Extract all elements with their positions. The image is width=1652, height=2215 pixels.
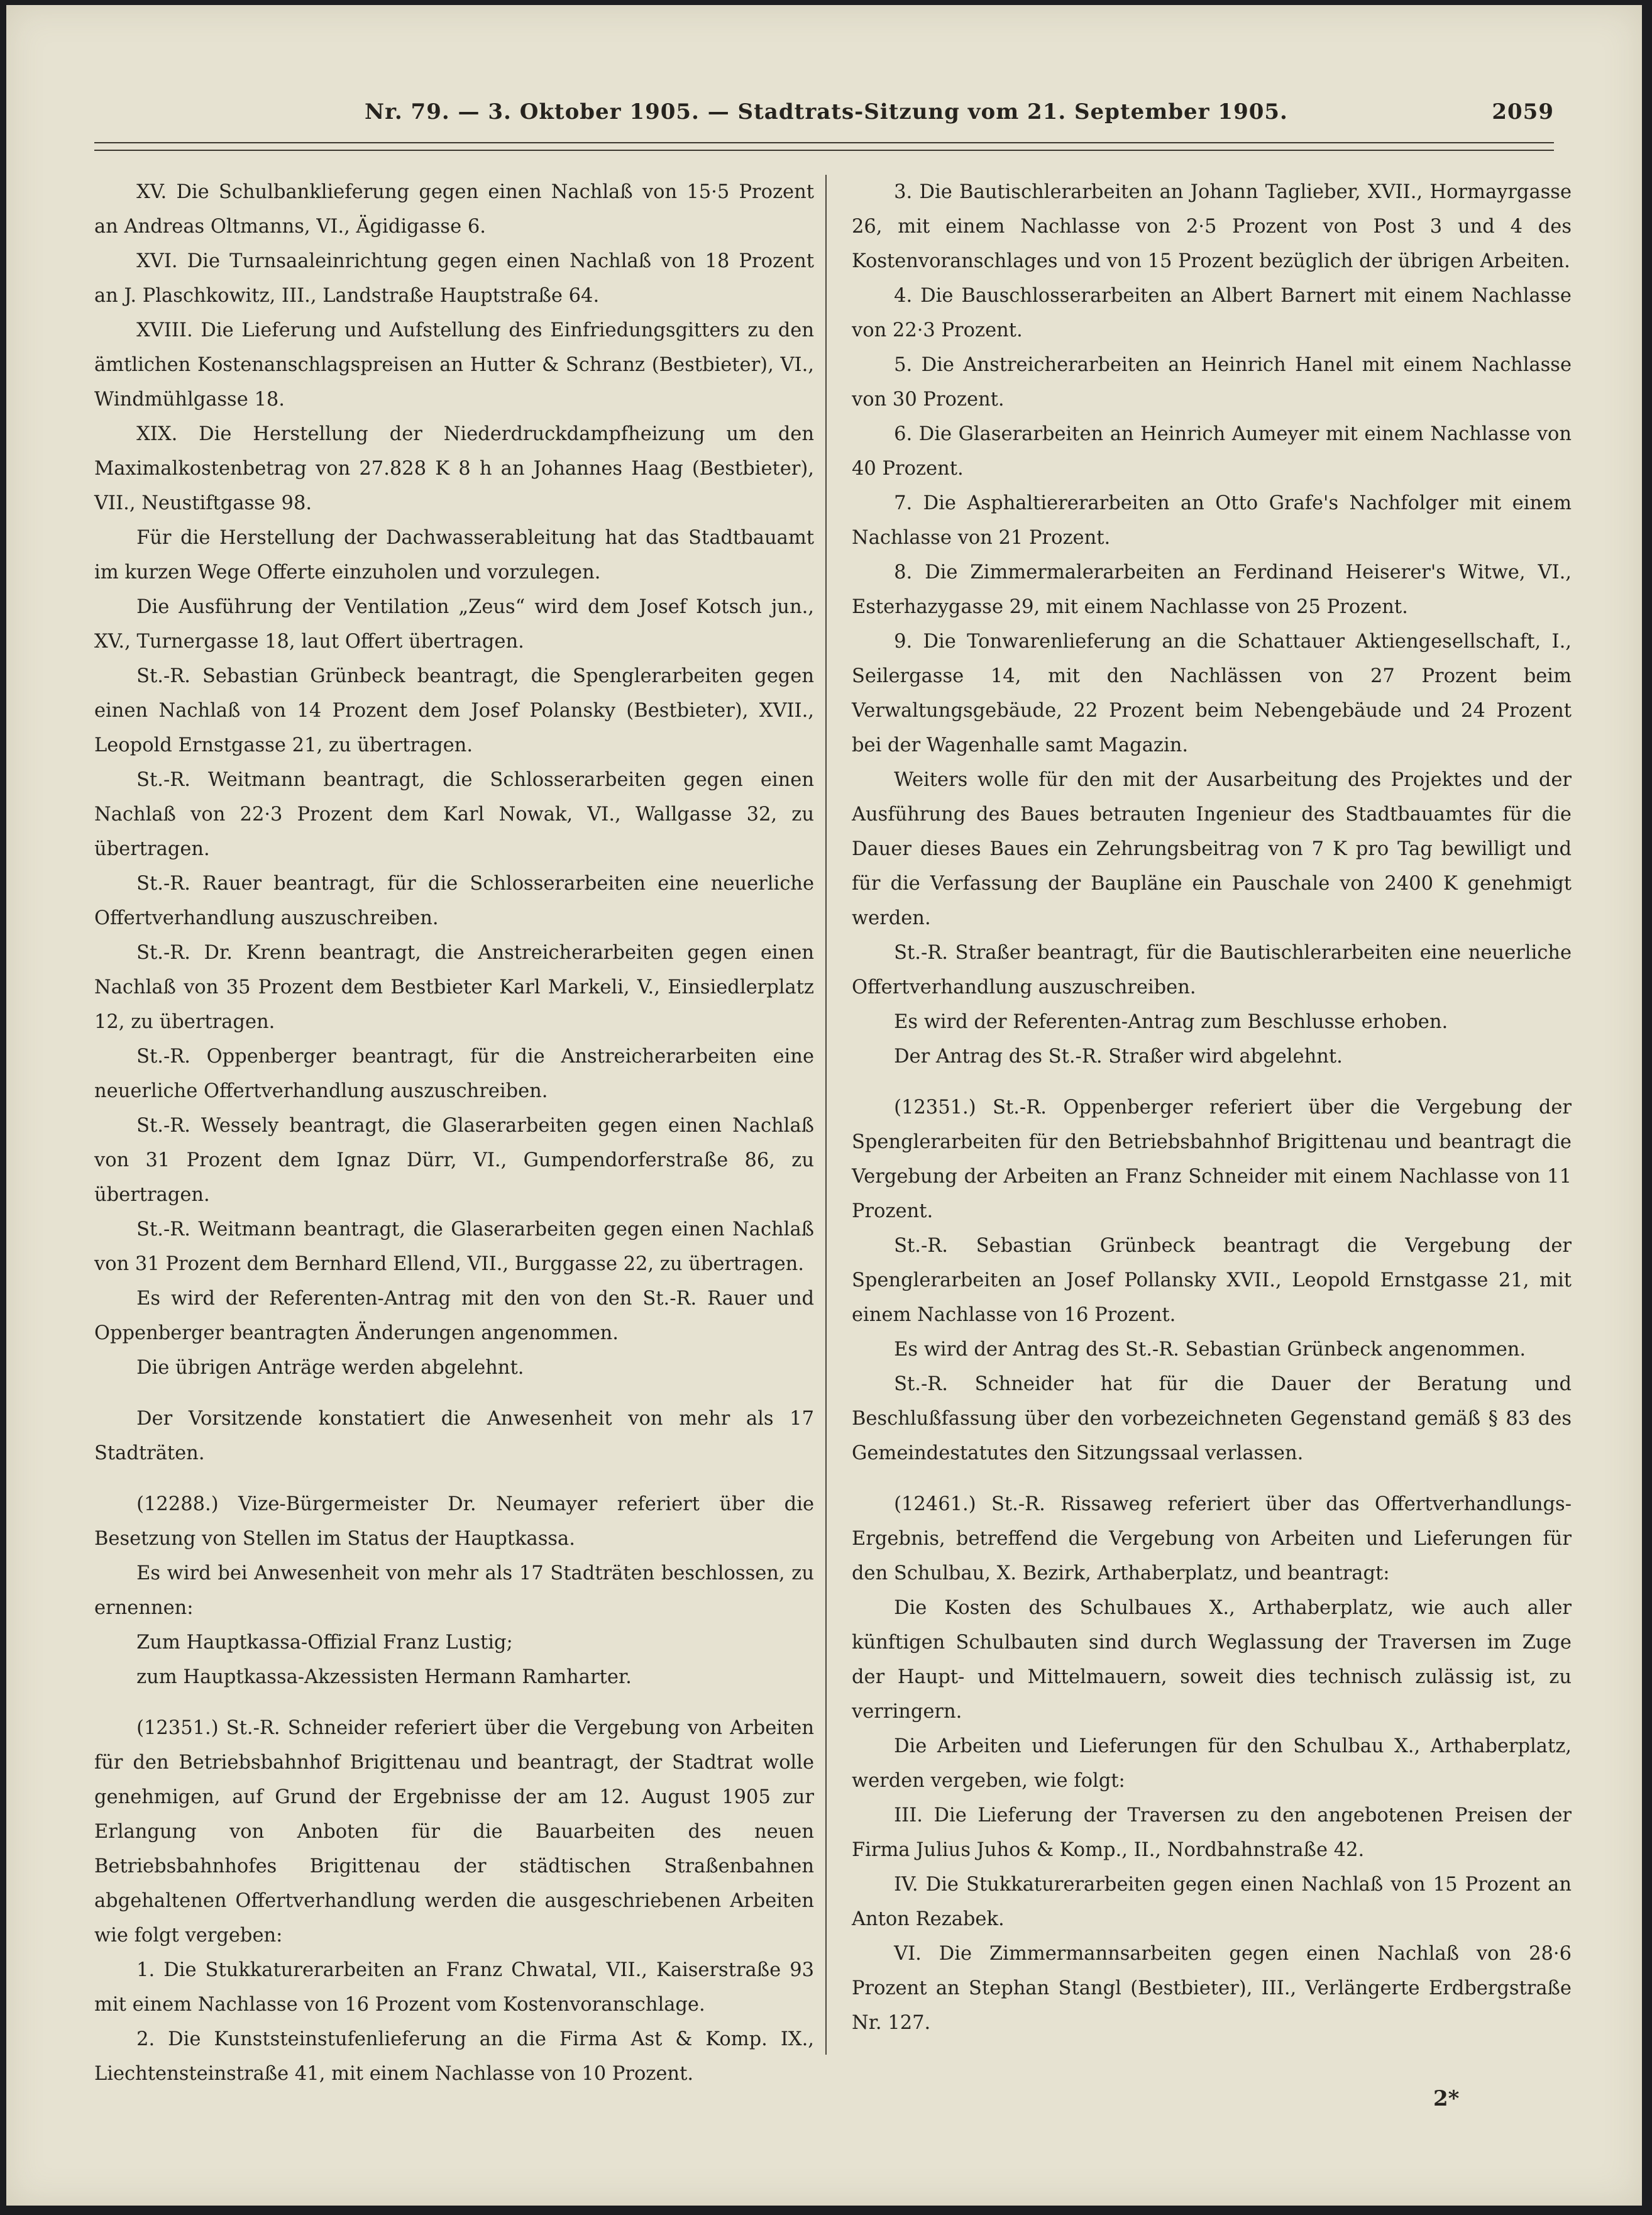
paragraph: Es wird der Antrag des St.-R. Sebastian Grünbeck angenommen. [894, 1339, 1526, 1361]
paragraph: St.-R. Oppenberger beantragt, für die Anstreicherarbeiten eine neuerliche Offertverhandlung auszuschreiben. [94, 1046, 814, 1102]
paragraph: 6. Die Glaserarbeiten an Heinrich Aumeyer mit einem Nachlasse von 40 Prozent. [852, 423, 1572, 480]
paragraph: St.-R. Straßer beantragt, für die Bautischlerarbeiten eine neuerliche Offertverhandlung auszuschreiben. [852, 942, 1572, 998]
header-rule [94, 142, 1554, 151]
paragraph: Es wird der Referenten-Antrag mit den von den St.-R. Rauer und Oppenberger beantragten Änderungen angenommen. [94, 1288, 814, 1344]
paragraph: VI. Die Zimmermannsarbeiten gegen einen Nachlaß von 28·6 Prozent an Stephan Stangl (Bestbieter), III., Verlängerte Erdbergstraße Nr. 127. [852, 1943, 1572, 2034]
paragraph: XVIII. Die Lieferung und Aufstellung des Einfriedungsgitters zu den ämtlichen Kostenanschlagspreisen an Hutter & Schranz (Bestbieter), VI., Windmühlgasse 18. [94, 319, 814, 411]
paragraph: XV. Die Schulbanklieferung gegen einen Nachlaß von 15·5 Prozent an Andreas Oltmanns, VI., Ägidigasse 6. [94, 181, 814, 238]
paragraph: St.-R. Sebastian Grünbeck beantragt die Vergebung der Spenglerarbeiten an Josef Pollansky XVII., Leopold Ernstgasse 21, mit einem Nachlasse von 16 Prozent. [852, 1235, 1572, 1326]
paragraph: 2. Die Kunststeinstufenlieferung an die Firma Ast & Komp. IX., Liechtensteinstraße 41, mit einem Nachlasse von 10 Prozent. [94, 2028, 814, 2085]
paragraph: St.-R. Wessely beantragt, die Glaserarbeiten gegen einen Nachlaß von 31 Prozent dem Ignaz Dürr, VI., Gumpendorferstraße 86, zu übertragen. [94, 1115, 814, 1206]
paragraph: Die Kosten des Schulbaues X., Arthaberplatz, wie auch aller künftigen Schulbauten sind durch Weglassung der Traversen im Zuge der Haupt- und Mittelmauern, soweit dies technisch zulässig ist, zu verringern. [852, 1597, 1572, 1723]
paragraph: St.-R. Rauer beantragt, für die Schlosserarbeiten eine neuerliche Offertverhandlung auszuschreiben. [94, 873, 814, 929]
paragraph: Weiters wolle für den mit der Ausarbeitung des Projektes und der Ausführung des Baues betrauten Ingenieur des Stadtbauamtes für die Dauer dieses Baues ein Zehrungsbeitrag von 7 K pro Tag bewilligt und für die Verfassung der Baupläne ein Pauschale von 2400 K genehmigt werden. [852, 769, 1572, 929]
paragraph: (12288.) Vize-Bürgermeister Dr. Neumayer referiert über die Besetzung von Stellen im Status der Hauptkassa. [94, 1493, 814, 1550]
paragraph: (12351.) St.-R. Oppenberger referiert über die Vergebung der Spenglerarbeiten für den Betriebsbahnhof Brigittenau und beantragt die Vergebung der Arbeiten an Franz Schneider mit einem Nachlasse von 11 Prozent. [852, 1096, 1572, 1222]
paragraph: III. Die Lieferung der Traversen zu den angebotenen Preisen der Firma Julius Juhos & Komp., II., Nordbahnstraße 42. [852, 1804, 1572, 1861]
paragraph: Der Antrag des St.-R. Straßer wird abgelehnt. [894, 1046, 1343, 1068]
paragraph: Es wird bei Anwesenheit von mehr als 17 Stadträten beschlossen, zu ernennen: [94, 1562, 814, 1619]
paragraph: 9. Die Tonwarenlieferung an die Schattauer Aktiengesellschaft, I., Seilergasse 14, mit den Nachlässen von 27 Prozent beim Verwaltungsgebäude, 22 Prozent beim Nebengebäude und 24 Prozent bei der Wagenhalle samt Magazin. [852, 631, 1572, 756]
paragraph: 7. Die Asphaltiererarbeiten an Otto Grafe's Nachfolger mit einem Nachlasse von 21 Prozent. [852, 492, 1572, 549]
paragraph: St.-R. Dr. Krenn beantragt, die Anstreicherarbeiten gegen einen Nachlaß von 35 Prozent dem Bestbieter Karl Markeli, V., Einsiedlerplatz 12, zu übertragen. [94, 942, 814, 1033]
paragraph: St.-R. Schneider hat für die Dauer der Beratung und Beschlußfassung über den vorbezeichneten Gegenstand gemäß § 83 des Gemeindestatutes den Sitzungssaal verlassen. [852, 1373, 1572, 1464]
newspaper-page [6, 5, 1642, 2206]
paragraph: Die Arbeiten und Lieferungen für den Schulbau X., Arthaberplatz, werden vergeben, wie folgt: [852, 1735, 1572, 1792]
paragraph: 3. Die Bautischlerarbeiten an Johann Taglieber, XVII., Hormayrgasse 26, mit einem Nachlasse von 2·5 Prozent von Post 3 und 4 des Kostenvoranschlages und von 15 Prozent bezüglich der übrigen Arbeiten. [852, 181, 1572, 272]
paragraph: Der Vorsitzende konstatiert die Anwesenheit von mehr als 17 Stadträten. [94, 1408, 814, 1464]
paragraph: (12351.) St.-R. Schneider referiert über die Vergebung von Arbeiten für den Betriebsbahnhof Brigittenau und beantragt, der Stadtrat wolle genehmigen, auf Grund der Ergebnisse der am 12. August 1905 zur Erlangung von Anboten für die Bauarbeiten des neuen Betriebsbahnhofes Brigittenau der städtischen Straßenbahnen abgehaltenen Offertverhandlung werden die ausgeschriebenen Arbeiten wie folgt vergeben: [94, 1717, 814, 1947]
paragraph: St.-R. Weitmann beantragt, die Schlosserarbeiten gegen einen Nachlaß von 22·3 Prozent dem Karl Nowak, VI., Wallgasse 32, zu übertragen. [94, 769, 814, 860]
paragraph: 8. Die Zimmermalerarbeiten an Ferdinand Heiserer's Witwe, VI., Esterhazygasse 29, mit einem Nachlasse von 25 Prozent. [852, 561, 1572, 618]
column-divider [825, 175, 827, 2055]
signature-mark: 2* [1433, 2086, 1460, 2111]
paragraph: St.-R. Weitmann beantragt, die Glaserarbeiten gegen einen Nachlaß von 31 Prozent dem Bernhard Ellend, VII., Burggasse 22, zu übertragen. [94, 1218, 814, 1275]
right-column [852, 175, 1572, 2040]
left-column [94, 175, 814, 2091]
paragraph: St.-R. Sebastian Grünbeck beantragt, die Spenglerarbeiten gegen einen Nachlaß von 14 Prozent dem Josef Polansky (Bestbieter), XVII., Leopold Ernstgasse 21, zu übertragen. [94, 665, 814, 756]
paragraph: XVI. Die Turnsaaleinrichtung gegen einen Nachlaß von 18 Prozent an J. Plaschkowitz, III., Landstraße Hauptstraße 64. [94, 250, 814, 307]
paragraph: 1. Die Stukkaturerarbeiten an Franz Chwatal, VII., Kaiserstraße 93 mit einem Nachlasse von 16 Prozent vom Kostenvoranschlage. [94, 1959, 814, 2016]
paragraph: Zum Hauptkassa-Offizial Franz Lustig; [136, 1632, 513, 1654]
paragraph: 4. Die Bauschlosserarbeiten an Albert Barnert mit einem Nachlasse von 22·3 Prozent. [852, 285, 1572, 341]
paragraph: Die übrigen Anträge werden abgelehnt. [136, 1357, 524, 1379]
paragraph: (12461.) St.-R. Rissaweg referiert über das Offertverhandlungs-Ergebnis, betreffend die Vergebung von Arbeiten und Lieferungen für den Schulbau, X. Bezirk, Arthaberplatz, und beantragt: [852, 1493, 1572, 1584]
header-title: Nr. 79. — 3. Oktober 1905. — Stadtrats-Sitzung vom 21. September 1905. [365, 99, 1288, 124]
page-header [94, 99, 1554, 137]
paragraph: Die Ausführung der Ventilation „Zeus“ wird dem Josef Kotsch jun., XV., Turnergasse 18, laut Offert übertragen. [94, 596, 814, 653]
paragraph: Für die Herstellung der Dachwasserableitung hat das Stadtbauamt im kurzen Wege Offerte einzuholen und vorzulegen. [94, 527, 814, 583]
paragraph: IV. Die Stukkaturerarbeiten gegen einen Nachlaß von 15 Prozent an Anton Rezabek. [852, 1874, 1572, 1930]
page-number: 2059 [1492, 99, 1554, 124]
paragraph: 5. Die Anstreicherarbeiten an Heinrich Hanel mit einem Nachlasse von 30 Prozent. [852, 354, 1572, 411]
paragraph: zum Hauptkassa-Akzessisten Hermann Ramharter. [136, 1666, 632, 1688]
paragraph: Es wird der Referenten-Antrag zum Beschlusse erhoben. [894, 1011, 1448, 1033]
paragraph: XIX. Die Herstellung der Niederdruckdampfheizung um den Maximalkostenbetrag von 27.828 K 8 h an Johannes Haag (Bestbieter), VII., Neustiftgasse 98. [94, 423, 814, 514]
